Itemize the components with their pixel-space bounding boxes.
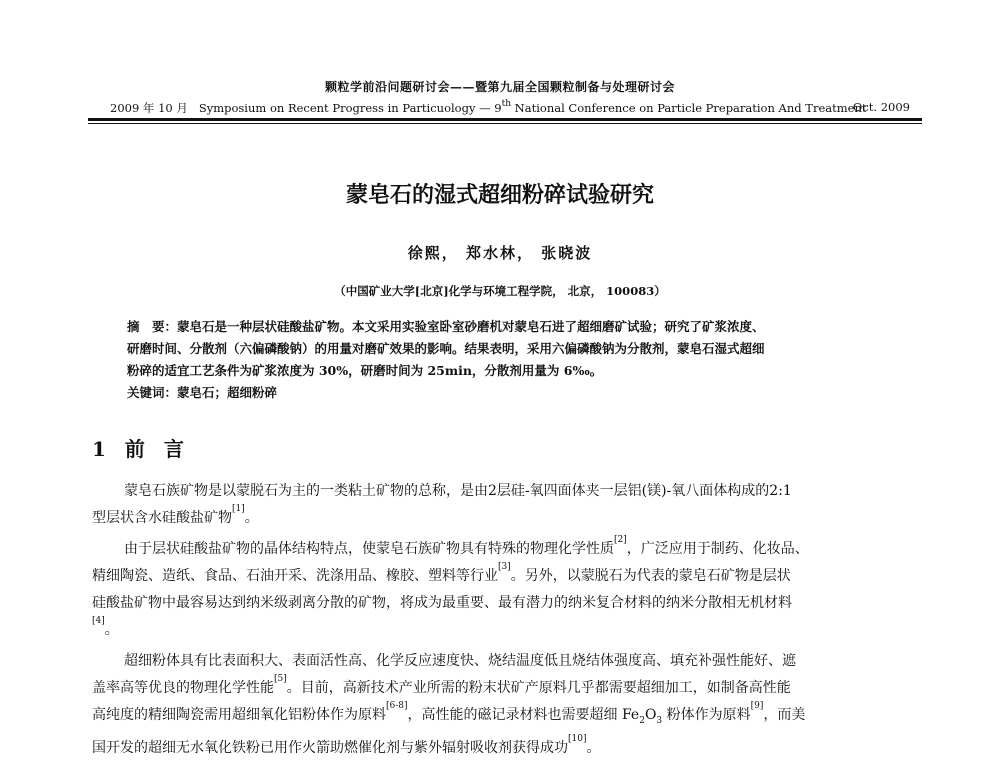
citation: [2] bbox=[614, 535, 627, 545]
abstract-line-2: 研磨时间、分散剂（六偏磷酸钠）的用量对磨矿效果的影响。结果表明，采用六偏磷酸钠为分散剂，蒙皂石湿式超细 bbox=[127, 341, 765, 356]
keywords: 蒙皂石；超细粉碎 bbox=[177, 385, 278, 400]
section-number: 1 bbox=[92, 437, 112, 461]
citation: [1] bbox=[232, 504, 245, 514]
header-conference-en: Symposium on Recent Progress in Particuology — 9th National Conference on Particle Preparation And Treatment bbox=[198, 99, 867, 115]
citation: [4] bbox=[92, 616, 105, 626]
citation: [9] bbox=[750, 701, 764, 711]
header-rule-thin bbox=[88, 123, 922, 124]
paper-affiliation: （中国矿业大学[北京]化学与环境工程学院， 北京， 100083） bbox=[334, 284, 666, 298]
header-date-en: Oct. 2009 bbox=[852, 100, 910, 114]
paper-title: 蒙皂石的湿式超细粉碎试验研究 bbox=[345, 182, 654, 208]
abstract-block bbox=[127, 316, 907, 404]
paragraph-3: 超细粉体具有比表面积大、表面活性高、化学反应速度快、烧结温度低且烧结体强度高、填充补强性能好、遮 盖率高等优良的物理化学性能[5]。目前，高新技术产业所需的粉末状矿产原料几乎都需要超细加工，如制备高性能 高纯度的精细陶瓷需用超细氧化铝粉体作为原料[6-8]，高性能的磁记录材料也需要超细 $Fe_2O_3$ 粉体作为原料[9]，而美 国开发的超细无水氧化铁粉已用作火箭助燃催化剂与紫外辐射吸收剂获得成功[10]。 bbox=[92, 653, 806, 756]
paragraph-2: 由于层状硅酸盐矿物的晶体结构特点，使蒙皂石族矿物具有特殊的物理化学性质[2]，广泛应用于制药、化妆品、 精细陶瓷、造纸、食品、石油开采、洗涤用品、橡胶、塑料等行业[3]。另外，以蒙脱石为代表的蒙皂石矿物是层状 硅酸盐矿物中最容易达到纳米级剥离分散的矿物，将成为最重要、最有潜力的纳米复合材料的纳米分散相无机材料 [4]。 bbox=[92, 535, 809, 638]
header-date-cn: 2009 年 10 月 bbox=[110, 101, 188, 115]
paper-authors: 徐熙， 郑水林， 张晓波 bbox=[407, 244, 593, 262]
header-rule-thick bbox=[88, 118, 922, 121]
section-heading bbox=[92, 433, 190, 462]
running-header-cn: 颗粒学前沿问题研讨会——暨第九届全国颗粒制备与处理研讨会 bbox=[324, 80, 675, 94]
citation: [3] bbox=[498, 562, 511, 572]
paragraph-1: 蒙皂石族矿物是以蒙脱石为主的一类粘土矿物的总称，是由2层硅-氧四面体夹一层铝(镁)-氧八面体构成的2:1 型层状含水硅酸盐矿物[1]。 bbox=[92, 483, 792, 526]
abstract-label: 摘 要： bbox=[127, 319, 178, 334]
running-header-en bbox=[110, 100, 910, 116]
section-title: 前 言 bbox=[124, 437, 190, 461]
citation: [10] bbox=[568, 733, 587, 744]
keywords-line bbox=[127, 382, 907, 404]
keywords-label: 关键词： bbox=[127, 385, 178, 400]
abstract-line-3: 粉碎的适宜工艺条件为矿浆浓度为 30%，研磨时间为 25min，分散剂用量为 6‰。 bbox=[127, 363, 603, 378]
citation: [6-8] bbox=[386, 701, 408, 711]
abstract-line-1: 摘 要：蒙皂石是一种层状硅酸盐矿物。本文采用实验室卧室砂磨机对蒙皂石进了超细磨矿试验；研究了矿浆浓度、 bbox=[127, 319, 765, 334]
citation: [5] bbox=[274, 674, 287, 684]
